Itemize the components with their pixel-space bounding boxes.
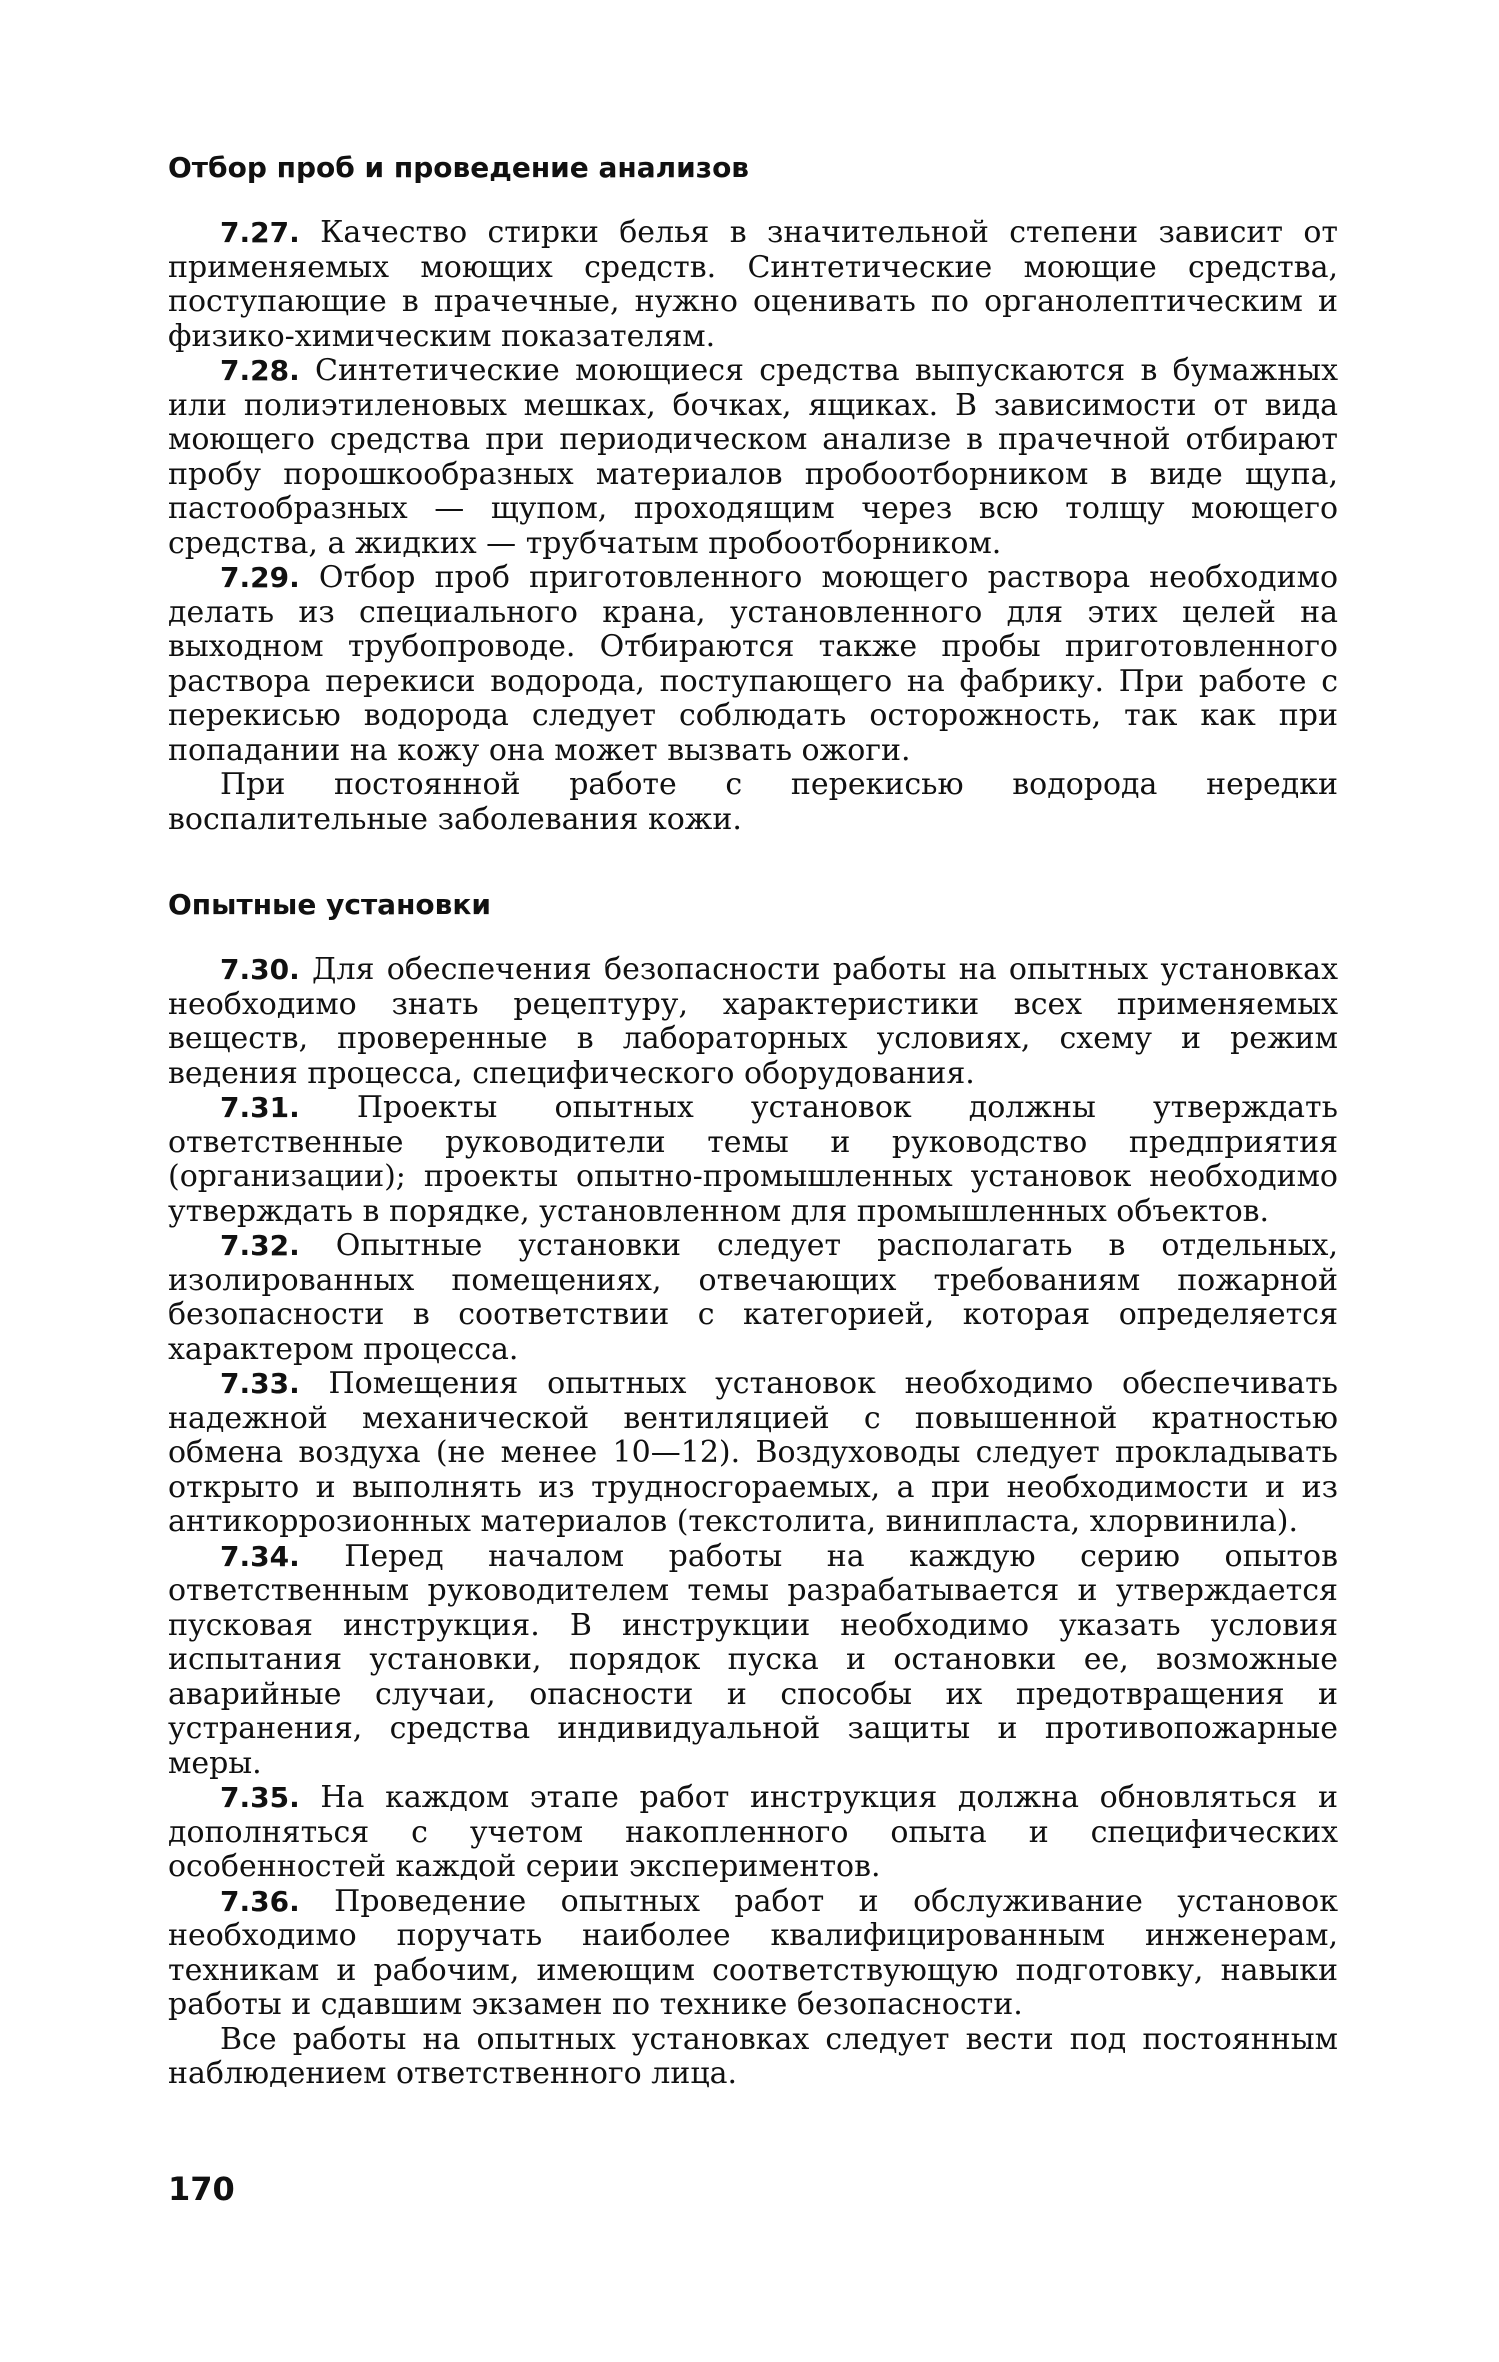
paragraph-7-36 [168, 1885, 1338, 2023]
paragraph-7-31 [168, 1091, 1338, 1229]
section-heading-pilot-plants: Опытные установки [168, 888, 491, 921]
paragraph-number: 7.34. [220, 1539, 300, 1573]
paragraph-number: 7.27. [220, 216, 300, 249]
paragraph-text: Опытные установки следует располагать в отдельных, изолированных помещениях, отвечающих требованиям пожарной безопасности в соответствии с категорией, которая определяется характером процесса. [168, 1228, 1338, 1367]
paragraph-text: Все работы на опытных установках следует вести под постоянным наблюдением ответственного лица. [168, 2021, 1338, 2091]
paragraph-text: Отбор проб приготовленного моющего раствора необходимо делать из специального крана, установленного для этих целей на выходном трубопроводе. Отбираются также пробы приготовленного раствора перекиси водорода, поступающего на фабрику. При работе с перекисью водорода следует соблюдать осторожность, так как при попадании на кожу она может вызвать ожоги. [168, 560, 1338, 768]
paragraph-text: Качество стирки белья в значительной степени зависит от применяемых моющих средств. Синтетические моющие средства, поступающие в прачечные, нужно оценивать по органолептическим и физико-химическим показателям. [168, 215, 1338, 354]
paragraph-7-28 [168, 354, 1338, 561]
paragraph-text: Проекты опытных установок должны утверждать ответственные руководители темы и руководство предприятия (организации); проекты опытно-промышленных установок необходимо утверждать в порядке, установленном для промышленных объектов. [168, 1090, 1338, 1229]
paragraph-text: При постоянной работе с перекисью водорода нередки воспалительные заболевания кожи. [168, 767, 1338, 837]
paragraph-text: Помещения опытных установок необходимо обеспечивать надежной механической вентиляцией с повышенной кратностью обмена воздуха (не менее 10—12). Воздуховоды следует прокладывать открыто и выполнять из трудносгораемых, а при необходимости и из антикоррозионных материалов (текстолита, винипласта, хлорвинила). [168, 1366, 1338, 1539]
paragraph-number: 7.31. [220, 1091, 300, 1124]
paragraph-text: На каждом этапе работ инструкция должна обновляться и дополняться с учетом накопленного опыта и специфических особенностей каждой серии экспериментов. [168, 1780, 1338, 1884]
paragraph-number: 7.29. [220, 561, 300, 594]
section-heading-sampling: Отбор проб и проведение анализов [168, 151, 750, 184]
paragraph-number: 7.36. [220, 1884, 300, 1918]
paragraph-7-35 [168, 1781, 1338, 1885]
paragraph-text: Синтетические моющиеся средства выпускаются в бумажных или полиэтиленовых мешках, бочках, ящиках. В зависимости от вида моющего средства при периодическом анализе в прачечной отбирают пробу порошкообразных материалов пробоотборником в виде щупа, пастообразных — щупом, проходящим через всю толщу моющего средства, а жидких — трубчатым пробоотборником. [168, 353, 1338, 561]
paragraph-7-29-note [168, 768, 1338, 837]
paragraph-text: Перед началом работы на каждую серию опытов ответственным руководителем темы разрабатывается и утверждается пусковая инструкция. В инструкции необходимо указать условия испытания установки, порядок пуска и остановки ее, возможные аварийные случаи, опасности и способы их предотвращения и устранения, средства индивидуальной защиты и противопожарные меры. [168, 1538, 1338, 1781]
paragraph-7-29 [168, 561, 1338, 768]
paragraph-7-30 [168, 953, 1338, 1091]
paragraph-7-32 [168, 1229, 1338, 1367]
page-content [168, 150, 1338, 2092]
paragraph-number: 7.30. [220, 953, 300, 986]
paragraph-number: 7.35. [220, 1781, 300, 1814]
paragraph-text: Для обеспечения безопасности работы на опытных установках необходимо знать рецептуру, характеристики всех применяемых веществ, проверенные в лабораторных условиях, схему и режим ведения процесса, специфического оборудования. [168, 952, 1338, 1091]
paragraph-number: 7.28. [220, 354, 300, 387]
paragraph-7-36-note [168, 2023, 1338, 2092]
paragraph-number: 7.33. [220, 1367, 300, 1400]
page-number: 170 [168, 2170, 235, 2208]
paragraph-7-27 [168, 216, 1338, 354]
paragraph-7-33 [168, 1367, 1338, 1540]
paragraph-7-34 [168, 1540, 1338, 1782]
paragraph-text: Проведение опытных работ и обслуживание установок необходимо поручать наиболее квалифицированным инженерам, техникам и рабочим, имеющим соответствующую подготовку, навыки работы и сдавшим экзамен по технике безопасности. [168, 1883, 1338, 2022]
paragraph-number: 7.32. [220, 1229, 300, 1262]
